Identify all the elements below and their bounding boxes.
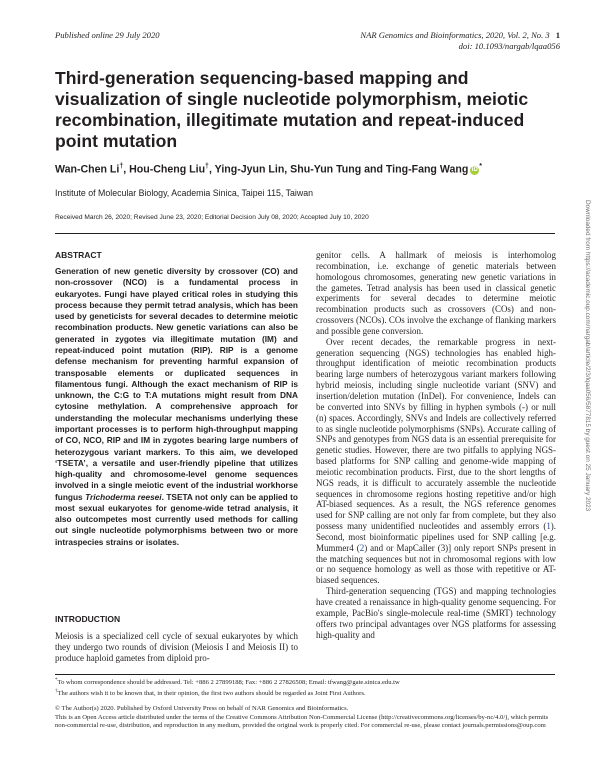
article-title: Third-generation sequencing-based mapping and visualization of single nucleotide polymorphism, meiotic recombination, illegitimate mutation and repeat-induced point mutation [55,68,529,151]
author-name[interactable]: Ying-Jyun Lin, Shu-Yun Tung and Ting-Fang Wang [214,163,469,176]
species-name: Trichoderma reesei [85,491,162,502]
right-column-text [316,250,556,640]
license-text: This is an Open Access article distributed under the terms of the Creative Commons Attribution Non-Commercial License (http://creativecommons.org/licenses/by-nc/4.0/), which permits non-commercial re-use, distribution, and reproduction in any medium, provided the original work is properly cited. For commercial re-use, please contact journals.permissions@oup.com [55,713,549,730]
corresponding-author-mark: * [479,163,483,170]
footnote-divider [55,674,555,675]
copyright-line: © The Author(s) 2020. Published by Oxford University Press on behalf of NAR Genomics and Bioinformatics. [55,705,349,712]
paragraph: Third-generation sequencing (TGS) and mapping technologies have created a renaissance in high-quality genome sequencing. For example, PacBio's single-molecule real-time (SMRT) technology offers two principal advantages over NGS platforms for assessing high-quality and [316,586,556,640]
introduction-text: Meiosis is a specialized cell cycle of sexual eukaryotes by which they undergo two rounds of division (Meiosis I and Meiosis II) to produce haploid gametes from diploid pro- [55,631,298,664]
paragraph: genitor cells. A hallmark of meiosis is interhomolog recombination, i.e. exchange of genetic materials between homologous chromosomes, generating new genetic variations in the gametes. Tetrad analysis has been used in classical genetic experiments for several decades to determine meiotic recombination products such as crossovers (COs) and non-crossovers (NCOs). COs involve the exchange of flanking markers and possible gene conversion. [316,250,556,336]
paragraph: Over recent decades, the remarkable progress in next-generation sequencing (NGS) technologies has enabled high-throughput identification of meiotic recombination products bearing large numbers of heterozygous variant markers following hybrid meiosis, including single nucleotide variant (SNV) and insertion/deletion mutation (InDel). For convenience, Indels can be converted into SNVs by filling in hyphen symbols (-) or null (n) spaces. Accordingly, SNVs and Indels are collectively referred to as single nucleotide polymorphisms (SNPs). Accurate calling of SNPs and genotypes from NGS data is an essential prerequisite for genetic studies. However, there are two pitfalls to applying NGS-based platforms for SNP calling and genome-wide mapping of meiotic recombination products. First, due to the short lengths of NGS reads, it is difficult to accurately assemble the nucleotide sequences in chromosome regions hosting repetitive and/or high AT-biased sequences. As a result, the NGS reference genomes used for SNP calling are not only far from complete, but they also possess many unidentified nucleotides and assembly errors (1). Second, most bioinformatic pipelines used for SNP calling [e.g. Mummer4 (2) and or MapCaller (3)] only report SNPs present in the matching sequences but not in chromosomal regions with low or no sequence homology as well as those with repetitive or AT-biased sequences. [316,336,556,586]
author-list: Wan-Chen Li†, Hou-Cheng Liu†, Ying-Jyun Lin, Shu-Yun Tung and Ting-Fang Wang iD * [55,163,483,176]
reference-link[interactable]: 2 [359,542,365,553]
published-date: Published online 29 July 2020 [55,30,160,40]
abstract-text: Generation of new genetic diversity by crossover (CO) and non-crossover (NCO) is a fundamental process in eukaryotes. Fungi have played critical roles in studying this process because they permit tetrad analysis, which has been used by geneticists for several decades to determine meiotic recombination products. New genetic variations can also be generated in zygotes via illegitimate mutation (IM) and repeat-induced point mutation (RIP). RIP is a genome defense mechanism for preventing harmful expansion of transposable elements or duplicated sequences in filamentous fungi. Although the exact mechanism of RIP is unknown, the C:G to T:A mutations might result from DNA cytosine methylation. A comprehensive approach for understanding the molecular mechanisms underlying these important processes is to perform high-throughput mapping of CO, NCO, RIP and IM in zygotes bearing large numbers of heterozygous variant markers. To this aim, we developed ‘TSETA’, a versatile and user-friendly pipeline that utilizes high-quality and chromosome-level genome sequences involved in a single meiotic event of the industrial workhorse fungus Trichoderma reesei. TSETA not only can be applied to most sexual eukaryotes for genome-wide tetrad analysis, it also outcompetes most currently used methods for calling out single nucleotide polymorphisms between two or more intraspecies strains or isolates. [55,266,298,547]
doi: doi: 10.1093/nargab/lqaa056 [458,41,560,51]
footnote: *To whom correspondence should be addressed. Tel: +886 2 27899188; Fax: +886 2 27826508; Email: tfwang@gate.sinica.edu.tw [55,678,400,687]
author-name[interactable]: Wan-Chen Li [55,163,120,176]
download-watermark: Downloaded from https://academic.oup.com/nargab/article/2/3/lqaa056/5877815 by guest on 25 January 2023 [584,200,591,512]
orcid-icon[interactable]: iD [471,166,478,173]
article-dates: Received March 26, 2020; Revised June 23, 2020; Editorial Decision July 08, 2020; Accepted July 10, 2020 [55,214,369,221]
footnotes [55,677,555,699]
joint-author-mark: † [119,163,124,170]
divider [55,233,555,234]
page-number: 1 [555,30,560,40]
footnote: †The authors wish it to be known that, in their opinion, the first two authors should be regarded as Joint First Authors. [55,688,366,697]
introduction-heading: INTRODUCTION [55,614,121,624]
journal-header [360,30,560,52]
journal-citation: NAR Genomics and Bioinformatics, 2020, Vol. 2, No. 3 [360,30,550,40]
reference-link[interactable]: 1 [546,521,551,532]
author-name[interactable]: Hou-Cheng Liu [129,163,206,176]
joint-author-mark: † [205,163,209,170]
license-notice [55,705,555,731]
abstract-heading: ABSTRACT [55,250,102,260]
affiliation: Institute of Molecular Biology, Academia Sinica, Taipei 115, Taiwan [55,188,314,198]
